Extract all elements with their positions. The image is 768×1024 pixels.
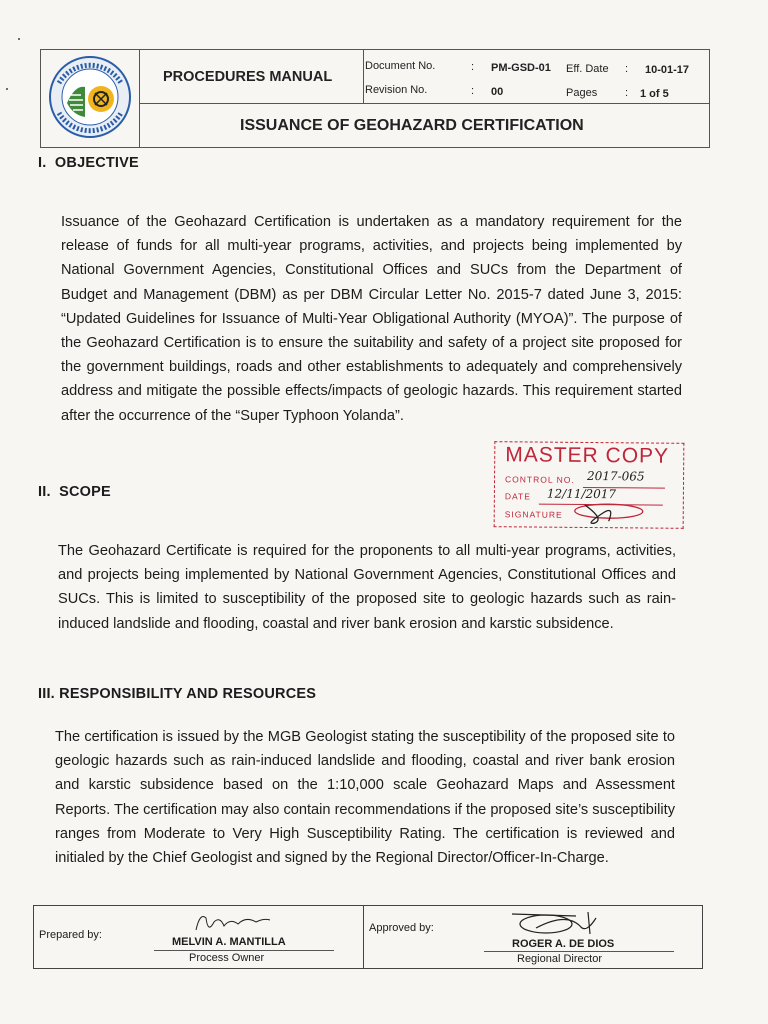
- section-heading-objective: I. OBJECTIVE: [38, 155, 139, 171]
- eff-date-label: Eff. Date: [566, 63, 609, 75]
- section-body-responsibility: The certification is issued by the MGB Geologist stating the susceptibility of the proposed site to geologic hazards such as rain-induced landslide and flooding, coastal and river bank erosion and karstic subsidence based on the 1:10,000 scale Geohazard Maps and Assessment Reports. The certification may also contain recommendations if the proposed site’s susceptibility ranges from Moderate to Very High Susceptibility Rating. The certification is reviewed and initialed by the Chief Geologist and signed by the Regional Director/Officer-In-Charge.: [55, 729, 675, 867]
- doc-no-value: PM-GSD-01: [491, 62, 551, 74]
- preparer-role: Process Owner: [189, 952, 265, 964]
- preparer-signature: [186, 908, 276, 938]
- stamp-control-label: CONTROL NO.: [505, 474, 575, 485]
- eff-date-value: 10-01-17: [645, 64, 690, 76]
- signature-table: [33, 905, 703, 969]
- approver-signature: [506, 908, 606, 940]
- master-copy-stamp: [494, 441, 685, 529]
- colon: :: [471, 85, 475, 97]
- manual-title: PROCEDURES MANUAL: [163, 69, 333, 85]
- stamp-control-value: 2017-065: [587, 468, 645, 484]
- colon: :: [625, 87, 629, 99]
- approver-name: ROGER A. DE DIOS: [512, 938, 615, 950]
- stamp-date-label: DATE: [504, 491, 531, 502]
- agency-seal-logo: [45, 55, 135, 141]
- section-body-objective: Issuance of the Geohazard Certification is undertaken as a mandatory requirement for the release of funds for all multi-year programs, activities, and projects being implemented by National Government Agencies, Constitutional Offices and SUCs from the Department of Budget and Management (DBM) as per DBM Circular Letter No. 2015-7 dated June 3, 2015: “Updated Guidelines for Issuance of Multi-Year Obligational Authority (MYOA)”. The purpose of the Geohazard Certification is to ensure the suitability and safety of a project site proposed for the government buildings, roads and other establishments to adequately and comprehensively address and mitigate the possible effects/impacts of geologic hazards. This requirement started after the occurrence of the “Super Typhoon Yolanda”.: [61, 214, 682, 424]
- stamp-signature-scribble: [565, 499, 645, 528]
- colon: :: [471, 61, 475, 73]
- pages-value: 1 of 5: [640, 88, 669, 100]
- preparer-name: MELVIN A. MANTILLA: [172, 936, 286, 948]
- revision-no-label: Revision No.: [365, 84, 428, 96]
- document-header: [40, 49, 710, 148]
- stray-mark: [6, 88, 8, 90]
- document-title: ISSUANCE OF GEOHAZARD CERTIFICATION: [240, 117, 584, 134]
- revision-no-value: 00: [491, 86, 504, 98]
- doc-no-label: Document No.: [365, 60, 436, 72]
- prepared-by-label: Prepared by:: [39, 929, 102, 941]
- approved-by-label: Approved by:: [369, 922, 434, 934]
- section-heading-scope: II. SCOPE: [38, 484, 111, 500]
- section-heading-responsibility: III. RESPONSIBILITY AND RESOURCES: [38, 686, 317, 702]
- pages-label: Pages: [566, 87, 598, 99]
- colon: :: [625, 63, 629, 75]
- stamp-title: MASTER COPY: [505, 443, 670, 468]
- stamp-date-value: 12/11/2017: [546, 486, 617, 502]
- approver-role: Regional Director: [517, 953, 602, 965]
- stray-mark: [18, 38, 20, 40]
- section-body-scope: The Geohazard Certificate is required for the proponents to all multi-year programs, activities, and projects being implemented by National Government Agencies, Constitutional Offices and SUCs. This is limited to susceptibility of the proposed site to geologic hazards such as rain-induced landslide and flooding, coastal and river bank erosion and karstic subsidence.: [58, 543, 676, 632]
- stamp-signature-label: SIGNATURE: [504, 509, 563, 520]
